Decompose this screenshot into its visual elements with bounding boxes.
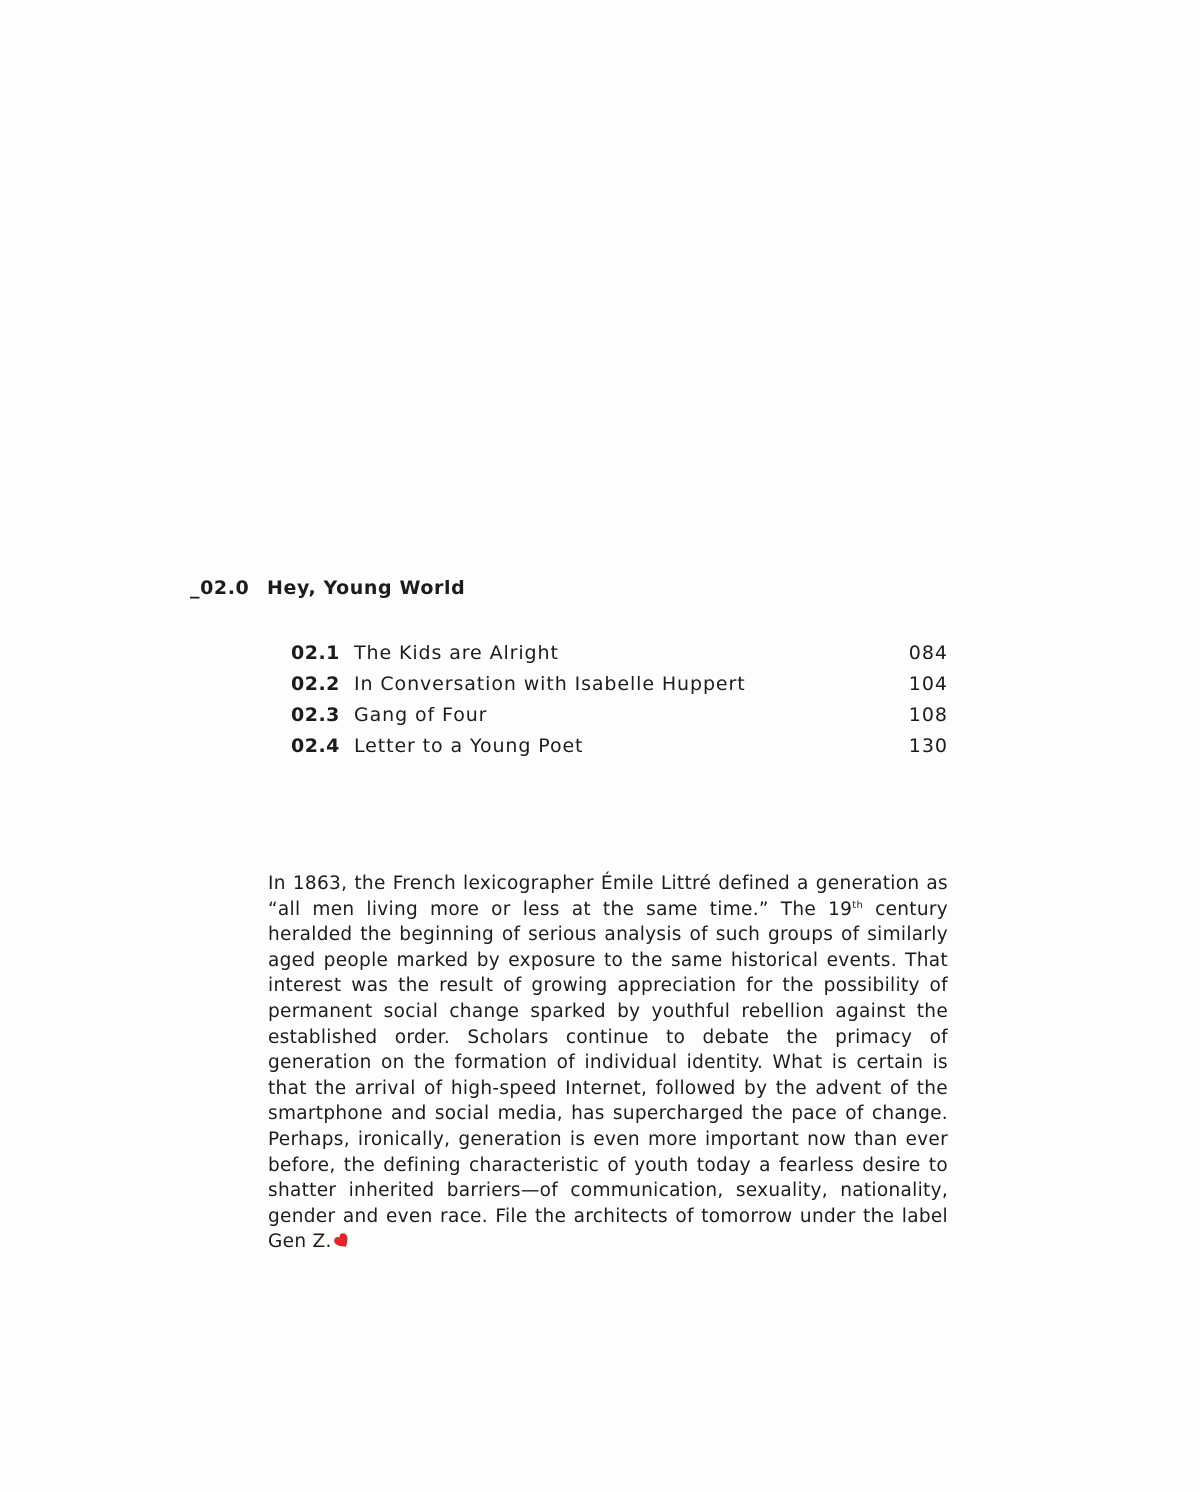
toc-entry-number: 02.3 [291, 704, 340, 726]
red-heart-icon [334, 1231, 350, 1257]
toc-entry-number: 02.2 [291, 673, 340, 695]
toc-entry-page: 130 [908, 735, 948, 757]
toc-entry-page: 084 [908, 642, 948, 664]
intro-text-part1: In 1863, the French lexicographer Émile Littré defined a generation as “all men living more or less at the same time.” The 19 [268, 873, 948, 920]
section-number: _02.0 [190, 577, 250, 599]
toc-entry-title[interactable]: Gang of Four [354, 704, 488, 726]
toc-entry-title[interactable]: Letter to a Young Poet [354, 735, 584, 757]
toc-entry-page: 104 [908, 673, 948, 695]
table-of-contents [291, 640, 948, 764]
ordinal-superscript: th [852, 899, 864, 911]
intro-text-part2: century heralded the beginning of serious analysis of such groups of similarly aged people marked by exposure to the same historical events. That interest was the result of growing appreciation for the possibility of permanent social change sparked by youthful rebellion against the established order. Scholars continue to debate the primacy of generation on the formation of individual identity. What is certain is that the arrival of high-speed Internet, followed by the advent of the smartphone and social media, has supercharged the pace of change. Perhaps, ironically, generation is even more important now than ever before, the defining characteristic of youth today a fearless desire to shatter inherited barriers—of communication, sexuality, nationality, gender and even race. File the architects of tomorrow under the label Gen Z. [268, 898, 949, 1253]
toc-entry[interactable] [291, 640, 948, 671]
toc-entry[interactable] [291, 671, 948, 702]
section-title: Hey, Young World [267, 577, 466, 599]
toc-entry-title[interactable]: In Conversation with Isabelle Huppert [354, 673, 746, 695]
toc-entry-title[interactable]: The Kids are Alright [354, 642, 559, 664]
toc-entry[interactable] [291, 733, 948, 764]
intro-paragraph [268, 871, 948, 1257]
toc-entry-page: 108 [908, 704, 948, 726]
toc-entry-number: 02.1 [291, 642, 340, 664]
section-heading [190, 577, 465, 599]
toc-entry[interactable] [291, 702, 948, 733]
toc-entry-number: 02.4 [291, 735, 340, 757]
